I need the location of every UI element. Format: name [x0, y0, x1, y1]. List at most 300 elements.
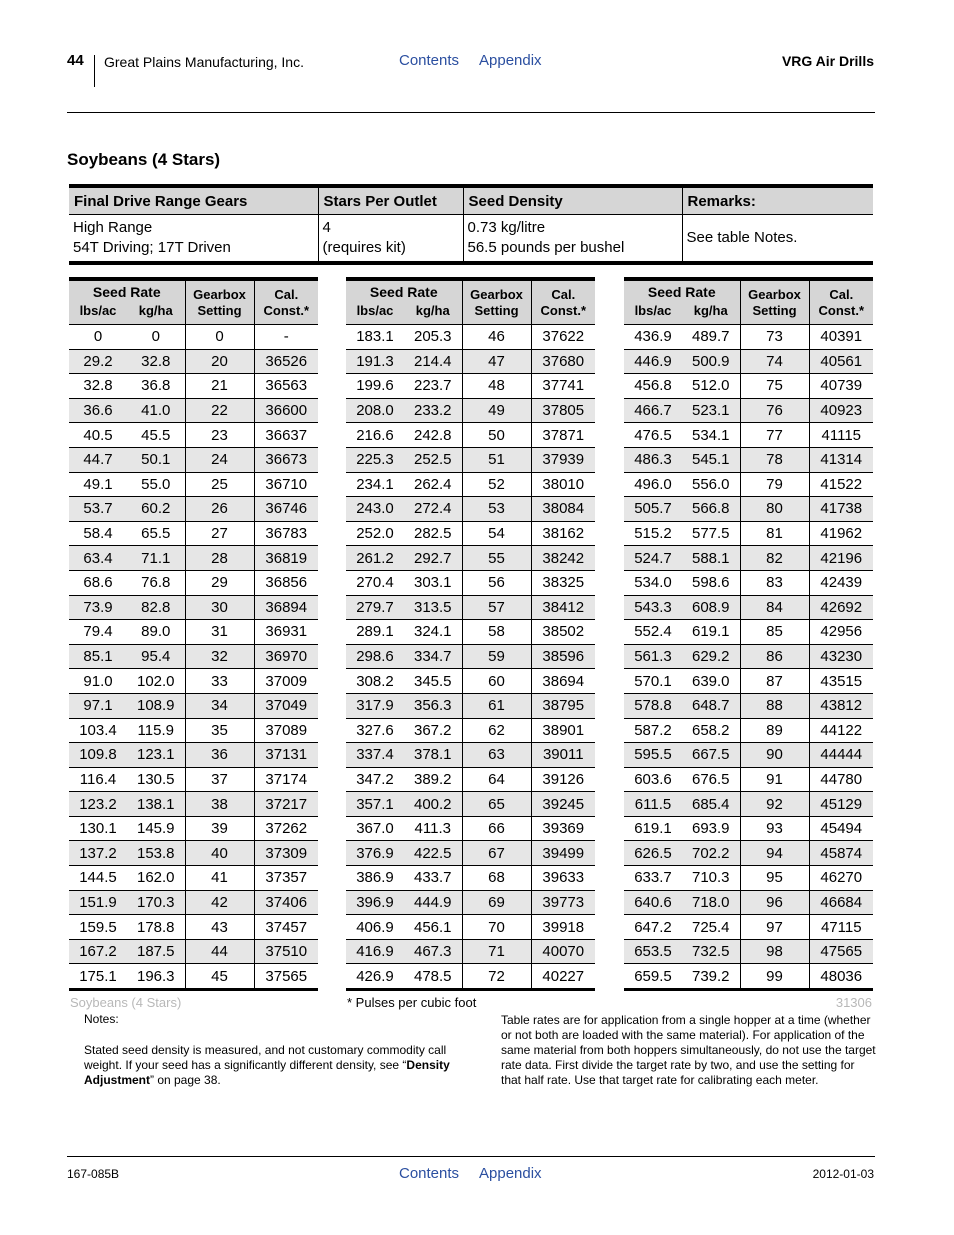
- table-row: [69, 521, 318, 546]
- seed-rate-kg: 500.9: [682, 349, 740, 374]
- rate-table-2: [346, 277, 595, 991]
- seed-rate-lbs: 476.5: [624, 423, 682, 448]
- gearbox-setting: 78: [740, 447, 809, 472]
- seed-rate-kg: 718.0: [682, 890, 740, 915]
- gearbox-setting: 75: [740, 374, 809, 399]
- seed-rate-kg: 648.7: [682, 693, 740, 718]
- seed-rate-lbs: 216.6: [346, 423, 404, 448]
- table-row: [69, 964, 318, 990]
- seed-rate-kg: 685.4: [682, 792, 740, 817]
- seed-rate-kg: 95.4: [127, 644, 185, 669]
- gearbox-setting: 94: [740, 841, 809, 866]
- gearbox-setting: 39: [185, 816, 254, 841]
- gearbox-setting: 45: [185, 964, 254, 990]
- seed-rate-lbs: 175.1: [69, 964, 127, 990]
- table-row: [346, 866, 595, 891]
- seed-rate-lbs: 116.4: [69, 767, 127, 792]
- seed-rate-lbs: 466.7: [624, 398, 682, 423]
- seed-rate-kg: 60.2: [127, 497, 185, 522]
- document-number: 167-085B: [67, 1167, 120, 1181]
- seed-rate-header: Seed Rate: [624, 279, 740, 300]
- seed-rate-lbs: 183.1: [346, 325, 404, 350]
- seed-rate-kg: 108.9: [127, 693, 185, 718]
- seed-rate-lbs: 53.7: [69, 497, 127, 522]
- gearbox-setting: 40: [185, 841, 254, 866]
- notes-heading: Notes:: [84, 1012, 119, 1026]
- seed-rate-lbs: 225.3: [346, 447, 404, 472]
- table-row: [346, 718, 595, 743]
- seed-rate-lbs: 436.9: [624, 325, 682, 350]
- seed-rate-lbs: 456.8: [624, 374, 682, 399]
- seed-rate-lbs: 63.4: [69, 546, 127, 571]
- table-row: [624, 718, 873, 743]
- seed-rate-kg: 345.5: [404, 669, 462, 694]
- cal-const: 40561: [809, 349, 873, 374]
- cal-const: 37939: [531, 447, 595, 472]
- cal-const: 36746: [254, 497, 318, 522]
- gearbox-setting: 68: [462, 866, 531, 891]
- gearbox-setting: 86: [740, 644, 809, 669]
- seed-rate-lbs: 561.3: [624, 644, 682, 669]
- table-row: [69, 816, 318, 841]
- seed-rate-lbs: 317.9: [346, 693, 404, 718]
- table-row: [624, 644, 873, 669]
- seed-rate-kg: 639.0: [682, 669, 740, 694]
- gearbox-setting: 55: [462, 546, 531, 571]
- table-row: [346, 472, 595, 497]
- gearbox-setting-header: Gearbox Setting: [185, 279, 254, 325]
- cal-const: 36970: [254, 644, 318, 669]
- seed-rate-kg: 556.0: [682, 472, 740, 497]
- seed-rate-lbs: 587.2: [624, 718, 682, 743]
- gearbox-setting: 89: [740, 718, 809, 743]
- table-row: [69, 939, 318, 964]
- table-row: [624, 595, 873, 620]
- seed-rate-kg: 334.7: [404, 644, 462, 669]
- table-row: [346, 374, 595, 399]
- table-row: [624, 964, 873, 990]
- cal-const: 41115: [809, 423, 873, 448]
- cal-const: 41738: [809, 497, 873, 522]
- gearbox-setting: 66: [462, 816, 531, 841]
- seed-rate-kg: 400.2: [404, 792, 462, 817]
- gearbox-setting: 41: [185, 866, 254, 891]
- kg-per-hectare-header: kg/ha: [404, 300, 462, 325]
- header-contents-link[interactable]: Contents: [399, 52, 460, 69]
- lbs-per-acre-header: lbs/ac: [69, 300, 127, 325]
- table-row: [346, 546, 595, 571]
- seed-rate-kg: 162.0: [127, 866, 185, 891]
- seed-rate-lbs: 208.0: [346, 398, 404, 423]
- gearbox-setting: 72: [462, 964, 531, 990]
- cal-const: 37510: [254, 939, 318, 964]
- seed-rate-lbs: 49.1: [69, 472, 127, 497]
- seed-rate-lbs: 68.6: [69, 570, 127, 595]
- seed-rate-lbs: 416.9: [346, 939, 404, 964]
- table-row: [69, 349, 318, 374]
- table-row: [69, 693, 318, 718]
- cal-const: 41314: [809, 447, 873, 472]
- seed-rate-kg: 138.1: [127, 792, 185, 817]
- gearbox-setting: 57: [462, 595, 531, 620]
- stars-per-outlet-value: 4 (requires kit): [318, 215, 463, 264]
- cal-const: 37262: [254, 816, 318, 841]
- seed-rate-kg: 272.4: [404, 497, 462, 522]
- cal-const: 36526: [254, 349, 318, 374]
- table-row: [69, 546, 318, 571]
- gearbox-setting: 64: [462, 767, 531, 792]
- gearbox-setting: 58: [462, 620, 531, 645]
- gearbox-setting: 26: [185, 497, 254, 522]
- table-row: [346, 767, 595, 792]
- seed-rate-lbs: 289.1: [346, 620, 404, 645]
- gearbox-setting: 31: [185, 620, 254, 645]
- table-row: [69, 866, 318, 891]
- cal-const: 47565: [809, 939, 873, 964]
- cal-const-header: Cal. Const.*: [531, 279, 595, 325]
- table-row: [69, 570, 318, 595]
- seed-rate-lbs: 406.9: [346, 915, 404, 940]
- cal-const: 40227: [531, 964, 595, 990]
- gearbox-setting: 87: [740, 669, 809, 694]
- table-row: [346, 398, 595, 423]
- seed-rate-lbs: 595.5: [624, 743, 682, 768]
- figure-id: 31306: [835, 995, 872, 1010]
- header-final-drive: Final Drive Range Gears: [69, 186, 318, 215]
- kg-per-hectare-header: kg/ha: [127, 300, 185, 325]
- final-drive-value: High Range 54T Driving; 17T Driven: [73, 219, 231, 256]
- seed-rate-kg: 214.4: [404, 349, 462, 374]
- gearbox-setting: 28: [185, 546, 254, 571]
- cal-const: 37357: [254, 866, 318, 891]
- cal-const: 38010: [531, 472, 595, 497]
- cal-const: 37089: [254, 718, 318, 743]
- seed-rate-kg: 71.1: [127, 546, 185, 571]
- gearbox-setting: 34: [185, 693, 254, 718]
- seed-info-table: [69, 184, 873, 265]
- seed-rate-lbs: 524.7: [624, 546, 682, 571]
- table-row: [346, 964, 595, 990]
- gearbox-setting: 24: [185, 447, 254, 472]
- table-row: [346, 669, 595, 694]
- seed-rate-kg: 566.8: [682, 497, 740, 522]
- table-row: [624, 669, 873, 694]
- seed-rate-lbs: 619.1: [624, 816, 682, 841]
- cal-const: 36819: [254, 546, 318, 571]
- seed-rate-lbs: 252.0: [346, 521, 404, 546]
- cal-const: 44122: [809, 718, 873, 743]
- gearbox-setting: 92: [740, 792, 809, 817]
- lbs-per-acre-header: lbs/ac: [346, 300, 404, 325]
- seed-rate-lbs: 85.1: [69, 644, 127, 669]
- publication-date: 2012-01-03: [812, 1167, 874, 1181]
- seed-rate-lbs: 298.6: [346, 644, 404, 669]
- seed-rate-kg: 608.9: [682, 595, 740, 620]
- seed-rate-lbs: 159.5: [69, 915, 127, 940]
- seed-rate-lbs: 261.2: [346, 546, 404, 571]
- seed-rate-lbs: 626.5: [624, 841, 682, 866]
- cal-const: 37009: [254, 669, 318, 694]
- header-seed-density: Seed Density: [463, 186, 682, 215]
- table-row: [346, 841, 595, 866]
- table-row: [346, 570, 595, 595]
- cal-const: 43812: [809, 693, 873, 718]
- seed-rate-kg: 41.0: [127, 398, 185, 423]
- table-row: [346, 644, 595, 669]
- density-adjustment-ref: Density Adjustment: [84, 1058, 450, 1087]
- gearbox-setting: 73: [740, 325, 809, 350]
- gearbox-setting: 96: [740, 890, 809, 915]
- table-row: [624, 620, 873, 645]
- gearbox-setting: 27: [185, 521, 254, 546]
- seed-rate-kg: 55.0: [127, 472, 185, 497]
- seed-rate-lbs: 347.2: [346, 767, 404, 792]
- seed-rate-kg: 233.2: [404, 398, 462, 423]
- table-row: [346, 423, 595, 448]
- seed-rate-lbs: 0: [69, 325, 127, 350]
- seed-rate-kg: 598.6: [682, 570, 740, 595]
- seed-rate-kg: 739.2: [682, 964, 740, 990]
- seed-rate-lbs: 611.5: [624, 792, 682, 817]
- cal-const: 39245: [531, 792, 595, 817]
- table-row: [624, 521, 873, 546]
- cal-const: 37217: [254, 792, 318, 817]
- table-row: [346, 497, 595, 522]
- table-row: [624, 546, 873, 571]
- table-row: [69, 325, 318, 350]
- gearbox-setting: 95: [740, 866, 809, 891]
- gearbox-setting: 43: [185, 915, 254, 940]
- footer-contents-link[interactable]: Contents: [399, 1165, 460, 1182]
- table-row: [346, 521, 595, 546]
- cal-const: 36710: [254, 472, 318, 497]
- cal-const: 38084: [531, 497, 595, 522]
- seed-rate-kg: 489.7: [682, 325, 740, 350]
- cal-const: 37131: [254, 743, 318, 768]
- cal-const: 36856: [254, 570, 318, 595]
- cal-const-header: Cal. Const.*: [809, 279, 873, 325]
- seed-rate-lbs: 243.0: [346, 497, 404, 522]
- table-row: [624, 497, 873, 522]
- seed-rate-kg: 367.2: [404, 718, 462, 743]
- cal-const: 37741: [531, 374, 595, 399]
- seed-rate-lbs: 29.2: [69, 349, 127, 374]
- table-row: [69, 890, 318, 915]
- cal-const: 37622: [531, 325, 595, 350]
- cal-const: 40391: [809, 325, 873, 350]
- footer-rule: [67, 1156, 875, 1157]
- gearbox-setting: 42: [185, 890, 254, 915]
- table-row: [69, 743, 318, 768]
- cal-const: 38596: [531, 644, 595, 669]
- cal-const: 39499: [531, 841, 595, 866]
- gearbox-setting: 67: [462, 841, 531, 866]
- gearbox-setting: 85: [740, 620, 809, 645]
- gearbox-setting: 98: [740, 939, 809, 964]
- rate-table-1: [69, 277, 318, 991]
- cal-const: 41522: [809, 472, 873, 497]
- seed-rate-lbs: 91.0: [69, 669, 127, 694]
- seed-rate-kg: 145.9: [127, 816, 185, 841]
- kg-per-hectare-header: kg/ha: [682, 300, 740, 325]
- seed-rate-kg: 619.1: [682, 620, 740, 645]
- cal-const: 43515: [809, 669, 873, 694]
- gearbox-setting: 63: [462, 743, 531, 768]
- seed-rate-kg: 252.5: [404, 447, 462, 472]
- cal-const: 37457: [254, 915, 318, 940]
- seed-rate-kg: 534.1: [682, 423, 740, 448]
- cal-const: 41962: [809, 521, 873, 546]
- seed-rate-lbs: 647.2: [624, 915, 682, 940]
- cal-const: 40739: [809, 374, 873, 399]
- table-row: [624, 447, 873, 472]
- gearbox-setting: 79: [740, 472, 809, 497]
- seed-rate-kg: 676.5: [682, 767, 740, 792]
- gearbox-setting: 25: [185, 472, 254, 497]
- gearbox-setting: 54: [462, 521, 531, 546]
- cal-const: 42439: [809, 570, 873, 595]
- seed-rate-kg: 65.5: [127, 521, 185, 546]
- seed-rate-kg: 725.4: [682, 915, 740, 940]
- cal-const: 42956: [809, 620, 873, 645]
- seed-rate-kg: 667.5: [682, 743, 740, 768]
- table-row: [346, 939, 595, 964]
- product-title: VRG Air Drills: [781, 53, 874, 69]
- cal-const: 36637: [254, 423, 318, 448]
- seed-rate-kg: 411.3: [404, 816, 462, 841]
- gearbox-setting: 70: [462, 915, 531, 940]
- gearbox-setting: 51: [462, 447, 531, 472]
- seed-rate-lbs: 515.2: [624, 521, 682, 546]
- seed-rate-kg: 313.5: [404, 595, 462, 620]
- header-divider: [94, 55, 95, 87]
- gearbox-setting: 0: [185, 325, 254, 350]
- seed-rate-kg: 433.7: [404, 866, 462, 891]
- table-row: [624, 325, 873, 350]
- cal-const: 38502: [531, 620, 595, 645]
- seed-rate-lbs: 337.4: [346, 743, 404, 768]
- seed-rate-lbs: 279.7: [346, 595, 404, 620]
- seed-rate-kg: 422.5: [404, 841, 462, 866]
- gearbox-setting: 20: [185, 349, 254, 374]
- seed-rate-kg: 467.3: [404, 939, 462, 964]
- table-row: [346, 792, 595, 817]
- table-row: [346, 890, 595, 915]
- header-appendix-link[interactable]: Appendix: [479, 52, 542, 69]
- seed-rate-kg: 89.0: [127, 620, 185, 645]
- table-row: [346, 325, 595, 350]
- seed-rate-lbs: 578.8: [624, 693, 682, 718]
- seed-rate-lbs: 552.4: [624, 620, 682, 645]
- cal-const: 48036: [809, 964, 873, 990]
- seed-rate-kg: 356.3: [404, 693, 462, 718]
- seed-rate-lbs: 58.4: [69, 521, 127, 546]
- seed-rate-kg: 324.1: [404, 620, 462, 645]
- seed-rate-lbs: 633.7: [624, 866, 682, 891]
- seed-rate-lbs: 130.1: [69, 816, 127, 841]
- notes-left: [84, 1012, 474, 1088]
- gearbox-setting: 46: [462, 325, 531, 350]
- cal-const: 37406: [254, 890, 318, 915]
- gearbox-setting: 38: [185, 792, 254, 817]
- gearbox-setting: 35: [185, 718, 254, 743]
- cal-const: 45494: [809, 816, 873, 841]
- cal-const: 38162: [531, 521, 595, 546]
- table-row: [624, 841, 873, 866]
- gearbox-setting: 91: [740, 767, 809, 792]
- seed-rate-lbs: 376.9: [346, 841, 404, 866]
- seed-rate-kg: 32.8: [127, 349, 185, 374]
- footnote-pulses: * Pulses per cubic foot: [347, 995, 477, 1010]
- seed-rate-kg: 45.5: [127, 423, 185, 448]
- seed-rate-kg: 702.2: [682, 841, 740, 866]
- seed-rate-kg: 282.5: [404, 521, 462, 546]
- seed-rate-kg: 389.2: [404, 767, 462, 792]
- table-row: [69, 595, 318, 620]
- gearbox-setting: 33: [185, 669, 254, 694]
- seed-rate-kg: 153.8: [127, 841, 185, 866]
- table-row: [624, 767, 873, 792]
- cal-const: 45874: [809, 841, 873, 866]
- seed-rate-kg: 76.8: [127, 570, 185, 595]
- gearbox-setting: 53: [462, 497, 531, 522]
- footer-appendix-link[interactable]: Appendix: [479, 1165, 542, 1182]
- cal-const: 38325: [531, 570, 595, 595]
- cal-const: 47115: [809, 915, 873, 940]
- gearbox-setting: 23: [185, 423, 254, 448]
- seed-rate-kg: 456.1: [404, 915, 462, 940]
- seed-rate-lbs: 357.1: [346, 792, 404, 817]
- header-remarks: Remarks:: [682, 186, 873, 215]
- seed-rate-kg: 693.9: [682, 816, 740, 841]
- seed-rate-lbs: 191.3: [346, 349, 404, 374]
- seed-rate-header: Seed Rate: [69, 279, 185, 300]
- seed-rate-lbs: 659.5: [624, 964, 682, 990]
- table-row: [624, 866, 873, 891]
- seed-rate-kg: 196.3: [127, 964, 185, 990]
- cal-const: 46684: [809, 890, 873, 915]
- table-row: [69, 620, 318, 645]
- seed-rate-lbs: 653.5: [624, 939, 682, 964]
- page-number: 44: [67, 52, 84, 69]
- cal-const: 36563: [254, 374, 318, 399]
- gearbox-setting: 80: [740, 497, 809, 522]
- header-stars-per-outlet: Stars Per Outlet: [318, 186, 463, 215]
- cal-const: 40070: [531, 939, 595, 964]
- gearbox-setting: 21: [185, 374, 254, 399]
- seed-rate-kg: 223.7: [404, 374, 462, 399]
- table-row: [69, 792, 318, 817]
- seed-rate-lbs: 79.4: [69, 620, 127, 645]
- cal-const: 39369: [531, 816, 595, 841]
- seed-rate-lbs: 603.6: [624, 767, 682, 792]
- seed-rate-kg: 545.1: [682, 447, 740, 472]
- cal-const: 37871: [531, 423, 595, 448]
- table-row: [624, 472, 873, 497]
- table-row: [346, 693, 595, 718]
- gearbox-setting: 47: [462, 349, 531, 374]
- seed-rate-kg: 303.1: [404, 570, 462, 595]
- seed-rate-lbs: 73.9: [69, 595, 127, 620]
- gearbox-setting: 32: [185, 644, 254, 669]
- header-rule: [67, 112, 875, 113]
- seed-rate-lbs: 543.3: [624, 595, 682, 620]
- table-row: [346, 349, 595, 374]
- gearbox-setting: 71: [462, 939, 531, 964]
- seed-rate-lbs: 496.0: [624, 472, 682, 497]
- cal-const: 38412: [531, 595, 595, 620]
- table-row: [624, 693, 873, 718]
